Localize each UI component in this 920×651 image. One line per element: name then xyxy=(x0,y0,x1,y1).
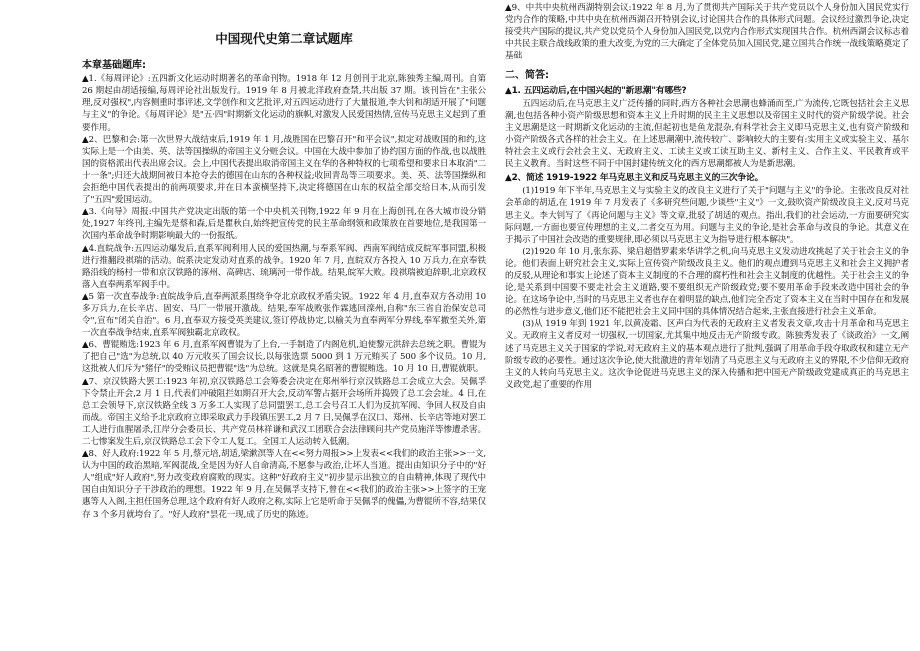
term-item: ▲8、好人政府:1922 年 5 月,蔡元培,胡适,梁漱溟等人在<<努力周报>>上发表<<我们的政治主张>>一文,认为中国的政治黑暗,军阀混战,全是因为好人自命清高,不愿参与政治,让坏人当道。提出由知识分子中的"好人"组成"好人政府",努力改变政府腐败的现实。这种"好政府主义"初步显示出独立的自由精神,体现了现代中国自由知识分子干涉政治的理想。1922 年 9 月,在吴佩孚支持下,曾在<<我们的政治主张>>上签字的王宠惠等人入阁,主担任国务总理,这个政府有好人政府之称,实际上它是听命于吴佩孚的傀儡,为曹锟所不容,结果仅存 3 个多月就垮台了。"好人政府"昙花一现,成了历史的陈迹。 xyxy=(82,449,486,520)
answer-paragraph: (3)从 1919 年到 1921 年,以黄凌霜、区声白为代表的无政府主义者发表文章,攻击十月革命和马克思主义。无政府主义者反对一切强权,一切国家,尤其集中地反击无产阶级专政。陈独秀发表了《谈政治》一文,阐述了马克思主义关于国家的学说,对无政府主义的基本观点进行了批判,强调了用革命手段夺取政权和建立无产阶级专政的必要性。通过这次争论,使大批激进的青年划清了马克思主义与无政府主义的界限,不少信仰无政府主义的人转向马克思主义。这次争论促进马克思主义的深入传播和把中国无产阶级政党建成真正的马克思主义政党,起了重要的作用 xyxy=(505,319,909,390)
answer-paragraph: 五四运动后,在马克思主义广泛传播的同时,西方各种社会思潮也蜂涌而至,广为流传,它既包括社会主义思潮,也包括各种小资产阶级思想和资本主义上升时期的民主主义思想以及帝国主义时代的资产阶级学说。社会主义思潮是这一时期新文化运动的主流,但起初也是鱼龙混杂,有科学社会主义即马克思主义,也有资产阶级和小资产阶级各式各样的社会主义。在上述思潮潮中,流传较广、影响较大的主要有:实用主义或实验主义、基尔特社会主义或行会社会主义、无政府主义、工读主义或工读互助主义、新村主义、合作主义、平民教育或平民主义教育。当时这些不同于中国封建传统文化的西方思潮都被人为是新思潮。 xyxy=(505,98,909,170)
page-title: 中国现代史第二章试题库 xyxy=(215,31,353,46)
term-item: ▲1.《每周评论》:五四新文化运动时期著名的革命刊物。1918 年 12 月创刊于北京,陈独秀主编,周刊。自第 26 期起由胡适接编,每周评论社出版发行。1919 年 8 月被北洋政府查禁,共出版 37 期。该刊旨在"主张公理,反对强权",内容侧重时事评述,文学创作和文艺批评,对五四运动进行了大量报道,李大钊和胡适开展了"问题与主义"的争论。《每周评论》是"五·四"时期新文化运动的旗帜,对激发人民爱国热情,宣传马克思主义起到了重要作用。 xyxy=(82,74,486,133)
section-heading-basic: 本章基础题库: xyxy=(82,60,146,72)
answer-paragraph: (2)1920 年 10 月,张东荪、梁启超借罗素来华讲学之机,向马克思主义发动进攻挑起了关于社会主义的争论。他们表面上研究社会主义,实际上宣传资产阶级改良主义。他们的观点遭到马克思主义和社会主义拥护者的反驳,从理论和事实上论述了资本主义制度的不合理的腐朽性和社会主义制度的优越性。关于社会主义的争论,是关系到中国要不要走社会主义道路,要不要组织无产阶级政党;要不要用革命手段来改造中国社会的争论。在这场争论中,当时的马克思主义者也存在着明显的缺点,他们完全否定了资本主义在当时中国存在和发展的必然性与进步意义,他们还不能把社会主义同中国的具体情况结合起来,主张直接进行社会主义革命。 xyxy=(505,246,909,318)
term-item: ▲3.《向导》周报:中国共产党决定出版的第一个中央机关刊物,1922 年 9 月在上海创刊,在各大城市设分销处,1927 年终刊,主编先是蔡和森,后是瞿秋白,始终把宣传党的民主革命纲领和政策放在首要地位,是我国第一次国内革命战争时期影响最大的一份报纸。 xyxy=(82,207,486,242)
term-item: ▲4.直皖战争:五四运动爆发后,直系军阀利用人民的爱国热潮,与奉系军阀、西南军阀结成反皖军事同盟,积极进行推翻段祺瑞的活动。皖系决定发动对直系的战争。1920 年 7 月, 直皖双方各投入 10 万兵力,在京奉铁路沿线的杨村一带和京汉铁路的涿州、高碑店、琉璃河一带作战。结果,皖军大败。段祺瑞被迫辞职,北京政权落入直奉两系军阀手中。 xyxy=(82,243,486,290)
term-item: ▲6、曹锟贿选:1923 年 6 月,直系军阀曹锟为了上台,一手制造了内阁危机,迫使黎元洪辞去总统之职。曹锟为了把自己"选"为总统,以 40 万元收买了国会议长,以每张选票 5000 到 1 万元贿买了 500 多个议员。10 月,这批被人们斥为"猪仔"的受贿议员把曹锟"选"为总统。这就是臭名昭著的曹锟贿选。10 月 10 日,曹锟就职。 xyxy=(82,340,486,375)
term-item: ▲9、中共中央杭州西湖特别会议:1922 年 8 月,为了贯彻共产国际关于共产党员以个人身份加入国民党实行党内合作的策略,中共中央在杭州西湖召开特别会议,讨论国共合作的具体形式问题。会议经过激烈争论,决定接受共产国际的提议,共产党以党员个人身份加入国民党,以党内合作形式实现国共合作。杭州西湖会议标志着中共民主联合战线政策的重大改变,为党的三大确定了全体党员加入国民党,建立国共合作统一战线策略奠定了基础 xyxy=(505,3,909,62)
term-item: ▲5 第一次直奉战争:直皖战争后,直奉两派系围绕争夺北京政权矛盾尖锐。1922 年 4 月,直奉双方各动用 10 多万兵力,在长辛店、固安、马厂一带展开激战。结果,奉军战败张作霖逃回滦州,自称"东三省自治保安总司令",宣布"闭关自治"。6 月,直奉双方接受英美建议,签订停战协定,以榆关为直奉两军分界线,奉军撤至关外,第一次直奉战争结束,直系军阀独霸北京政权。 xyxy=(82,291,486,339)
question-heading: ▲2、简述 1919-1922 年马克思主义和反马克思主义的三次争论。 xyxy=(505,173,764,184)
question-heading: ▲1. 五四运动后,在中国兴起的"新思潮"有哪些? xyxy=(505,85,687,96)
section-heading-short-answer: 二、简答: xyxy=(505,70,549,82)
left-column xyxy=(82,4,486,521)
answer-paragraph: (1)1919 年下半年,马克思主义与实验主义的改良主义进行了关于"问题与主义"的争论。主张改良反对社会革命的胡适,在 1919 年 7 月发表了《多研究些问题,少谈些"主义"》一文,鼓吹资产阶级改良主义,反对马克思主义。李大钊写了《再论问题与主义》等文章,批驳了胡适的观点。指出,我们的社会运动,一方面要研究实际问题,一方面也要宣传理想的主义,二者交互为用。问题与主义的争论,是社会革命与改良的争论。其意义在于揭示了中国社会改造的重要规律,即必须以马克思主义为指导进行根本解决"。 xyxy=(505,186,909,245)
term-item: ▲2、巴黎和会:第一次世界大战结束后,1919 年 1 月,战胜国在巴黎召开"和平会议",拟定对战败国的和约,这实际上是一个由美、英、法等国操纵的帝国主义分赃会议。中国在大战中参加了协约国方面的作战,也以战胜国的资格派出代表出席会议。会上,中国代表提出取消帝国主义在华的各种特权的七项希望和要求日本取消"二十一条";归还大战期间被日本抢夺去的德国在山东的各种权益;收回青岛等三项要求。美、英、法等国操纵和会拒绝中国代表提出的前两项要求,并在日本蛮横坚持下,决定将德国在山东的权益全部交给日本,从而引发了"五四"爱国运动。 xyxy=(82,134,486,206)
term-item: ▲7、京汉铁路大罢工:1923 年初,京汉铁路总工会筹委会决定在郑州举行京汉铁路总工会成立大会。吴佩孚下令禁止开会,2 月 1 日,代表们冲破阻拦如期召开大会,反动军警占据开会场所并捣毁了总工会会址。4 日,在总工会领导下,京汉铁路全线 3 万多工人实现了总同盟罢工,总工会号召工人们为反抗军阀、争回人权及自由而战。帝国主义给予北京政府立即采取武力手段镇压罢工,2 月 7 日,吴佩孚在汉口、郑州、长辛店等地对罢工工人进行血腥屠杀,江岸分会委员长、共产党员林祥谦和武汉工团联合会法律顾问共产党员施洋等惨遭杀害。二七惨案发生后,京汉铁路总工会下令工人复工。全国工人运动转入低潮。 xyxy=(82,376,486,447)
right-column xyxy=(505,2,909,391)
